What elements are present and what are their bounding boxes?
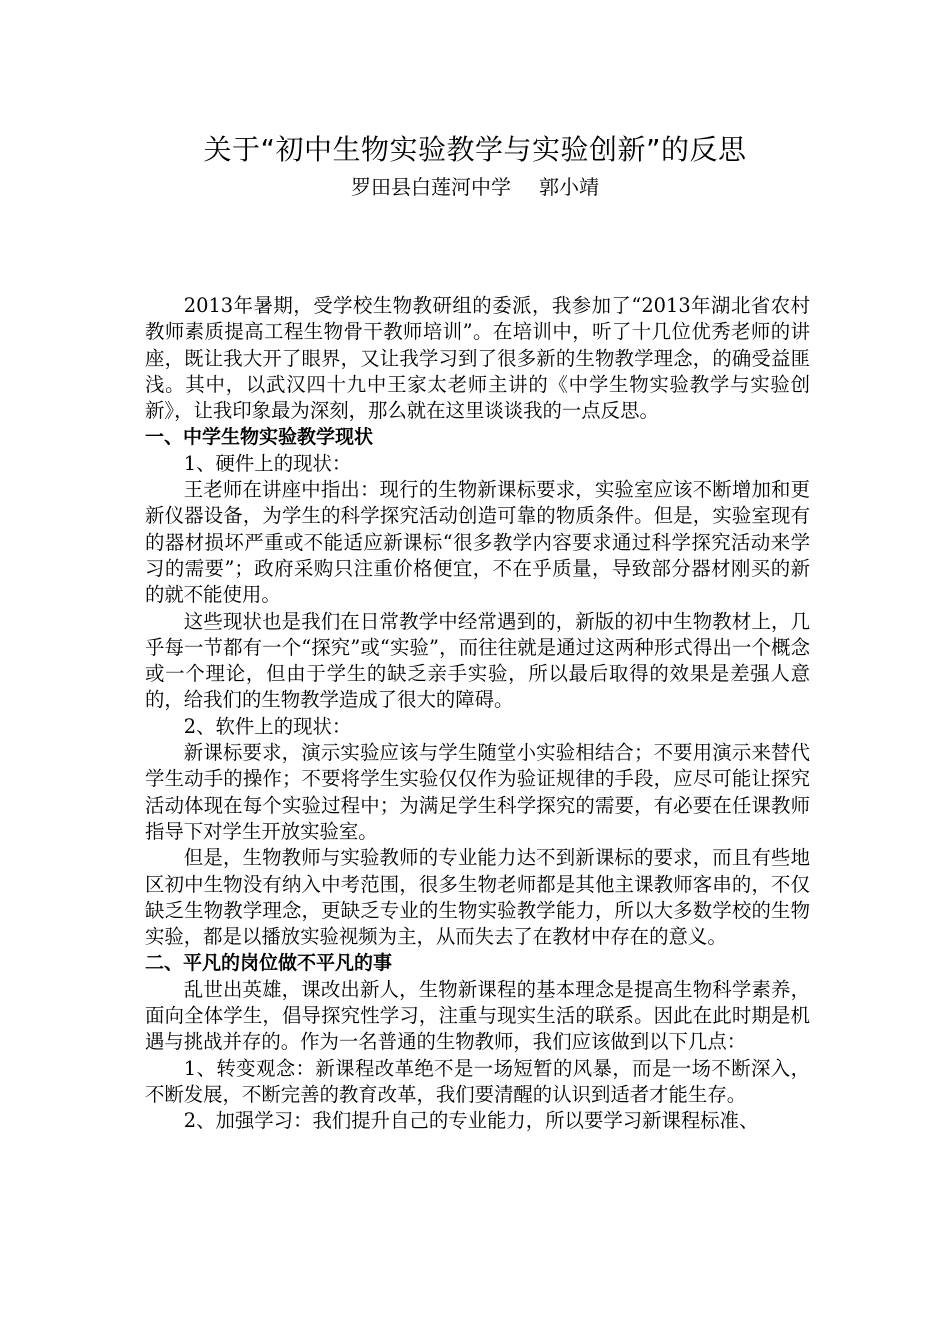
section-heading-2: 二、平凡的岗位做不平凡的事 (145, 952, 393, 975)
document-title: 关于“初中生物实验教学与实验创新”的反思 (203, 133, 747, 166)
paragraph-point-1: 1、转变观念：新课程改革绝不是一场短暂的风暴，而是一场不断深入，不断发展，不断完善的教育改革，我们要清醒的认识到适者才能生存。 (145, 1056, 810, 1106)
author-school: 罗田县白莲河中学 (351, 175, 511, 199)
paragraph-software: 新课标要求，演示实验应该与学生随堂小实验相结合；不要用演示来替代学生动手的操作；不要将学生实验仅仅作为验证规律的手段，应尽可能让探究活动体现在每个实验过程中；为满足学生科学探究的需要，有必要在任课教师指导下对学生开放实验室。 (145, 741, 810, 843)
paragraph-intro: 2013年暑期，受学校生物教研组的委派，我参加了“2013年湖北省农村教师素质提高工程生物骨干教师培训”。在培训中，听了十几位优秀老师的讲座，既让我大开了眼界，又让我学习到了很多新的生物教学理念，的确受益匪浅。其中，以武汉四十九中王家太老师主讲的《中学生物实验教学与实验创新》，让我印象最为深刻，那么就在这里谈谈我的一点反思。 (145, 294, 810, 423)
paragraph-software-reflection: 但是，生物教师与实验教师的专业能力达不到新课标的要求，而且有些地区初中生物没有纳入中考范围，很多生物老师都是其他主课教师客串的，不仅缺乏生物教学理念，更缺乏专业的生物实验教学能力，所以大多数学校的生物实验，都是以播放实验视频为主，从而失去了在教材中存在的意义。 (145, 846, 810, 949)
paragraph-section2-intro: 乱世出英雄，课改出新人，生物新课程的基本理念是提高生物科学素养，面向全体学生，倡导探究性学习，注重与现实生活的联系。因此在此时期是机遇与挑战并存的。作为一名普通的生物教师，我们应该做到以下几点： (145, 977, 810, 1054)
author-line (0, 172, 950, 202)
paragraph-point-2: 2、加强学习：我们提升自己的专业能力，所以要学习新课程标准、 (183, 1109, 759, 1133)
author-name: 郭小靖 (539, 175, 599, 199)
subsection-software: 2、软件上的现状： (183, 714, 352, 738)
paragraph-hardware-reflection: 这些现状也是我们在日常教学中经常遇到的，新版的初中生物教材上，几乎每一节都有一个“探究”或“实验”，而往往就是通过这两种形式得出一个概念或一个理论，但由于学生的缺乏亲手实验，所以最后取得的效果是差强人意的，给我们的生物教学造成了很大的障碍。 (145, 609, 810, 712)
document-body (145, 293, 810, 1135)
section-heading-1: 一、中学生物实验教学现状 (145, 426, 374, 449)
subsection-hardware: 1、硬件上的现状： (183, 451, 352, 475)
paragraph-hardware: 王老师在讲座中指出：现行的生物新课标要求，实验室应该不断增加和更新仪器设备，为学生的科学探究活动创造可靠的物质条件。但是，实验室现有的器材损坏严重或不能适应新课标“很多教学内容要求通过科学探究活动来学习的需要”；政府采购只注重价格便宜，不在乎质量，导致部分器材刚买的新的就不能使用。 (145, 478, 810, 607)
